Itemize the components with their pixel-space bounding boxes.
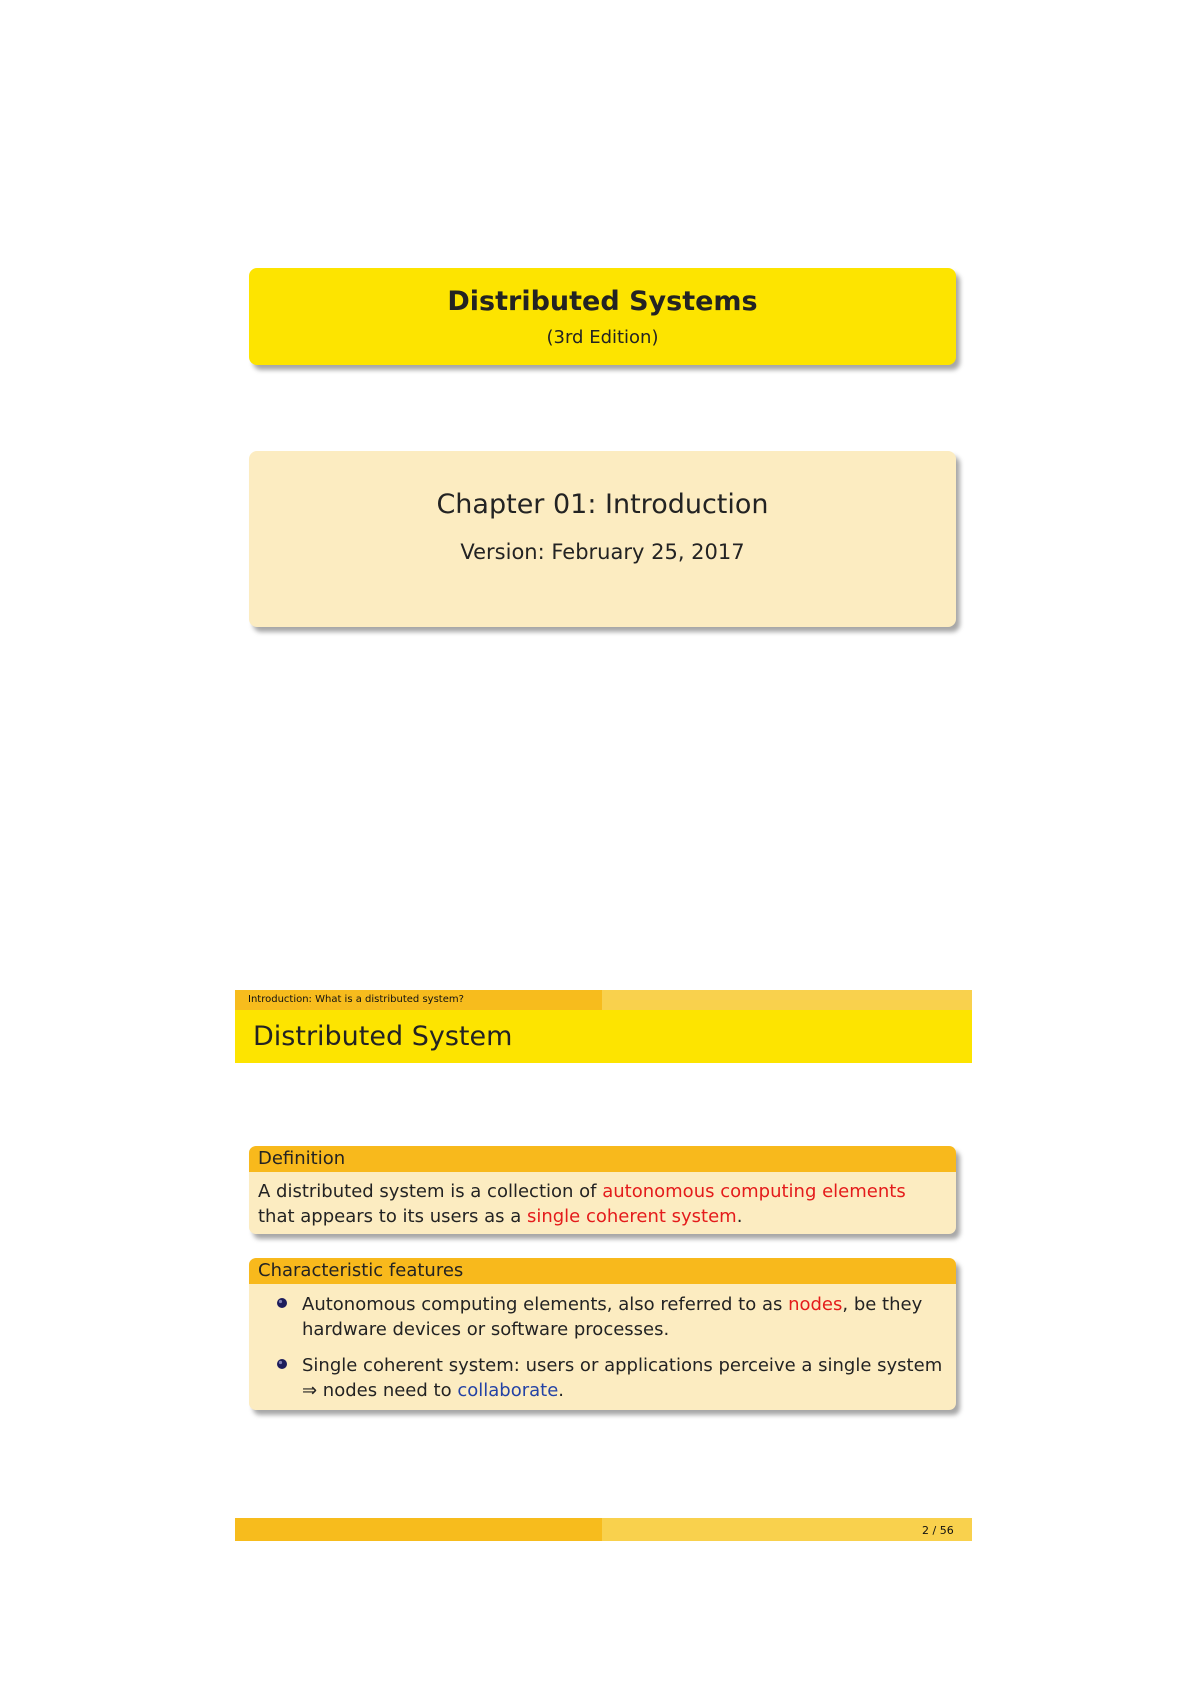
footer-bar-section [235, 1518, 602, 1541]
title-block [249, 268, 956, 365]
list-item [249, 1292, 956, 1342]
edition-subtitle: (3rd Edition) [546, 327, 659, 348]
features-heading: Characteristic features [249, 1258, 956, 1284]
highlight-collaborate: collaborate [457, 1380, 559, 1401]
definition-heading: Definition [249, 1146, 956, 1172]
list-item-text: , be they hardware devices or software processes. [302, 1294, 923, 1340]
page-number: 2 / 56 [922, 1524, 954, 1537]
chapter-title: Chapter 01: Introduction [436, 489, 769, 520]
features-block [249, 1258, 956, 1410]
frame-title: Distributed System [253, 1021, 513, 1052]
list-item-text: Autonomous computing elements, also referred to as [302, 1294, 789, 1315]
presentation-title: Distributed Systems [447, 286, 758, 317]
list-item [249, 1353, 956, 1403]
highlight-autonomous-elements: autonomous computing elements [602, 1181, 906, 1202]
section-breadcrumb: Introduction: What is a distributed system? [248, 994, 464, 1005]
definition-text [249, 1172, 956, 1229]
features-list [249, 1284, 956, 1403]
definition-block [249, 1146, 956, 1234]
highlight-single-coherent-system: single coherent system [526, 1206, 737, 1227]
list-item-text: Single coherent system: users or applications perceive a single system ⇒ nodes need to [302, 1355, 943, 1401]
bullet-icon [276, 1297, 288, 1309]
version-date: Version: February 25, 2017 [460, 540, 745, 564]
definition-text-part: A distributed system is a collection of [258, 1181, 603, 1202]
definition-text-part: . [736, 1206, 743, 1227]
list-item-text: . [558, 1380, 565, 1401]
definition-text-part: that appears to its users as a [258, 1206, 527, 1227]
chapter-block [249, 451, 956, 627]
bullet-icon [276, 1358, 288, 1370]
highlight-nodes: nodes [788, 1294, 843, 1315]
